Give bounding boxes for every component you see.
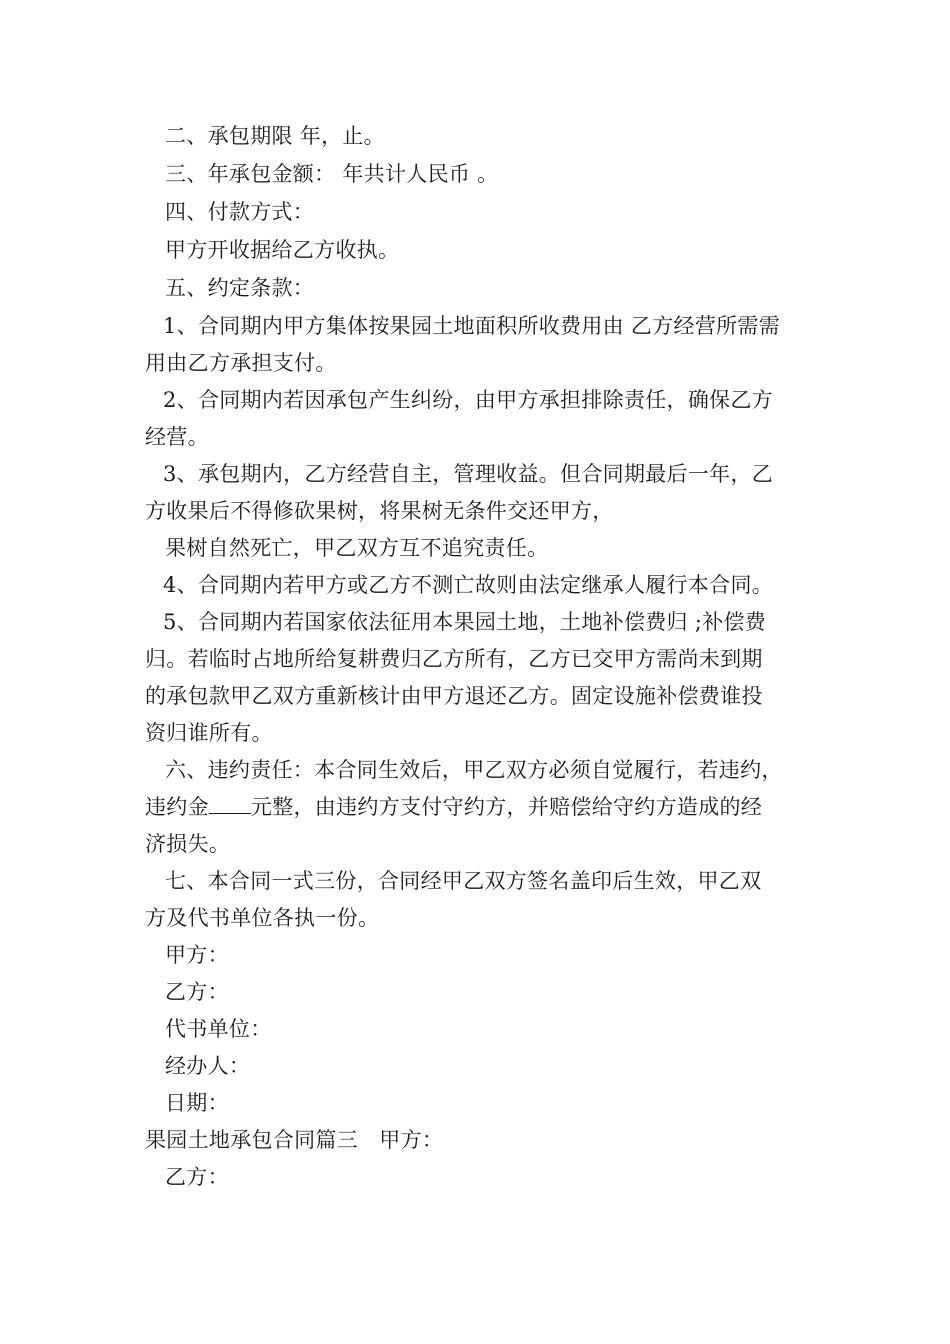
drafter-field: 代书单位： xyxy=(165,1017,272,1041)
term-1-line-1: 1、合同期内甲方集体按果园土地面积所收费用由 乙方经营所需需 xyxy=(163,314,781,338)
term-3-line-1: 3、承包期内，乙方经营自主，管理收益。但合同期最后一年，乙 xyxy=(163,462,774,486)
term-2-line-2: 经营。 xyxy=(145,425,209,449)
clause-7-line-2: 方及代书单位各执一份。 xyxy=(145,906,380,930)
term-2-line-1: 2、合同期内若因承包产生纠纷，由甲方承担排除责任，确保乙方 xyxy=(163,388,774,412)
penalty-text: 元整，由违约方支付守约方，并赔偿给守约方造成的经 xyxy=(250,795,763,819)
clause-2-term: 二、承包期限 年，止。 xyxy=(165,124,385,148)
clause-6-line-1: 六、违约责任：本合同生效后，甲乙双方必须自觉履行，若违约， xyxy=(165,758,783,782)
term-5-line-1: 5、合同期内若国家依法征用本果园土地，土地补偿费归 ;补偿费 xyxy=(163,610,767,634)
section-3-heading: 果园土地承包合同篇三 甲方： xyxy=(145,1128,444,1152)
clause-4-payment: 四、付款方式： xyxy=(165,200,315,224)
handler-field: 经办人： xyxy=(165,1054,251,1078)
party-b-field-2: 乙方： xyxy=(165,1165,229,1189)
payment-detail: 甲方开收据给乙方收执。 xyxy=(165,238,400,262)
penalty-blank xyxy=(209,795,251,814)
clause-5-terms: 五、约定条款： xyxy=(165,276,315,300)
party-b-field: 乙方： xyxy=(165,980,229,1004)
date-field: 日期： xyxy=(165,1091,229,1115)
party-a-field: 甲方： xyxy=(165,943,229,967)
term-4-line-1: 4、合同期内若甲方或乙方不测亡故则由法定继承人履行本合同。 xyxy=(163,573,774,597)
term-3-line-2: 方收果后不得修砍果树，将果树无条件交还甲方， xyxy=(145,499,614,523)
clause-6-line-3: 济损失。 xyxy=(145,832,231,856)
clause-6-line-2 xyxy=(145,794,762,820)
term-5-line-2: 归。若临时占地所给复耕费归乙方所有，乙方已交甲方需尚未到期 xyxy=(145,647,763,671)
clause-3-fee: 三、年承包金额： 年共计人民币 。 xyxy=(165,162,499,186)
term-3-line-3: 果树自然死亡，甲乙双方互不追究责任。 xyxy=(165,536,549,560)
term-5-line-3: 的承包款甲乙双方重新核计由甲方退还乙方。固定设施补偿费谁投 xyxy=(145,684,763,708)
penalty-label: 违约金 xyxy=(145,795,209,819)
term-1-line-2: 用由乙方承担支付。 xyxy=(145,351,337,375)
term-5-line-4: 资归谁所有。 xyxy=(145,721,273,745)
clause-7-line-1: 七、本合同一式三份，合同经甲乙双方签名盖印后生效，甲乙双 xyxy=(165,869,762,893)
